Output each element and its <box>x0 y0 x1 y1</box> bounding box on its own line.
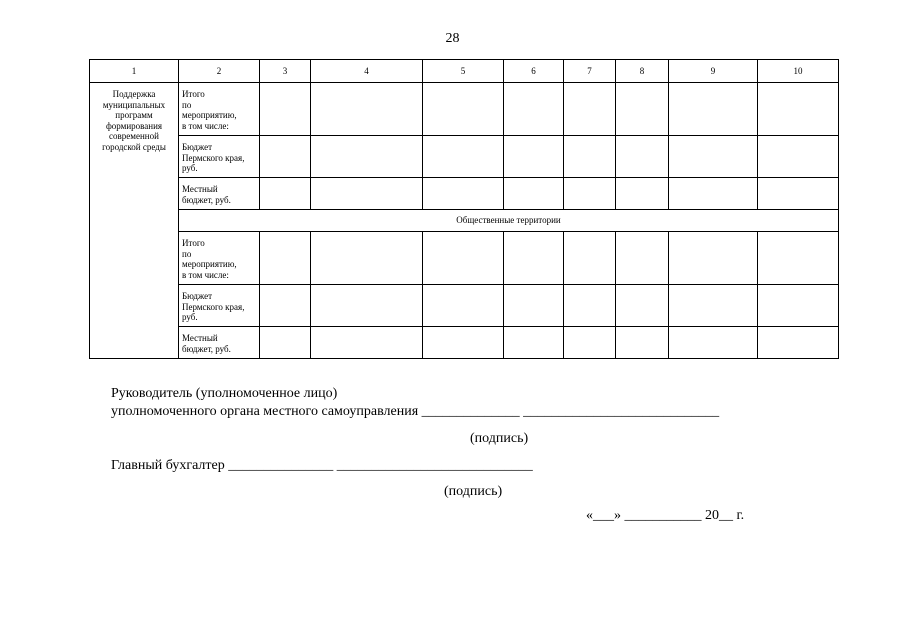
head-signature-caption: (подпись) <box>470 431 529 446</box>
section-row <box>90 210 839 232</box>
budget-table <box>89 59 839 359</box>
row-label: Местный бюджет, руб. <box>179 327 260 359</box>
col-header: 7 <box>564 60 616 83</box>
date-line: «___» ___________ 20__ г. <box>586 508 745 523</box>
table-row <box>90 285 839 327</box>
table-row <box>90 178 839 210</box>
accountant-line: Главный бухгалтер _______________ ____________________________ <box>111 458 533 473</box>
row-label: Бюджет Пермского края, руб. <box>179 136 260 178</box>
row-label: Итого по мероприятию, в том числе: <box>179 83 260 136</box>
table-row <box>90 327 839 359</box>
col-header: 6 <box>504 60 564 83</box>
table-row <box>90 232 839 285</box>
col-header: 9 <box>669 60 758 83</box>
col-header: 4 <box>311 60 423 83</box>
row-label: Местный бюджет, руб. <box>179 178 260 210</box>
col-header: 2 <box>179 60 260 83</box>
col-header: 5 <box>423 60 504 83</box>
head-title-line1: Руководитель (уполномоченное лицо) <box>111 386 338 401</box>
table-row <box>90 136 839 178</box>
program-name-cell: Поддержка муниципальных программ формирования современной городской среды <box>90 83 179 359</box>
row-label: Бюджет Пермского края, руб. <box>179 285 260 327</box>
table-row <box>90 83 839 136</box>
col-header: 10 <box>758 60 839 83</box>
col-header: 8 <box>616 60 669 83</box>
col-header: 1 <box>90 60 179 83</box>
header-row <box>90 60 839 83</box>
row-label: Итого по мероприятию, в том числе: <box>179 232 260 285</box>
section-title: Общественные территории <box>179 210 839 232</box>
col-header: 3 <box>260 60 311 83</box>
page-number: 28 <box>445 31 460 46</box>
head-title-line2: уполномоченного органа местного самоуправления ______________ ____________________________ <box>111 404 720 419</box>
accountant-signature-caption: (подпись) <box>444 484 503 499</box>
